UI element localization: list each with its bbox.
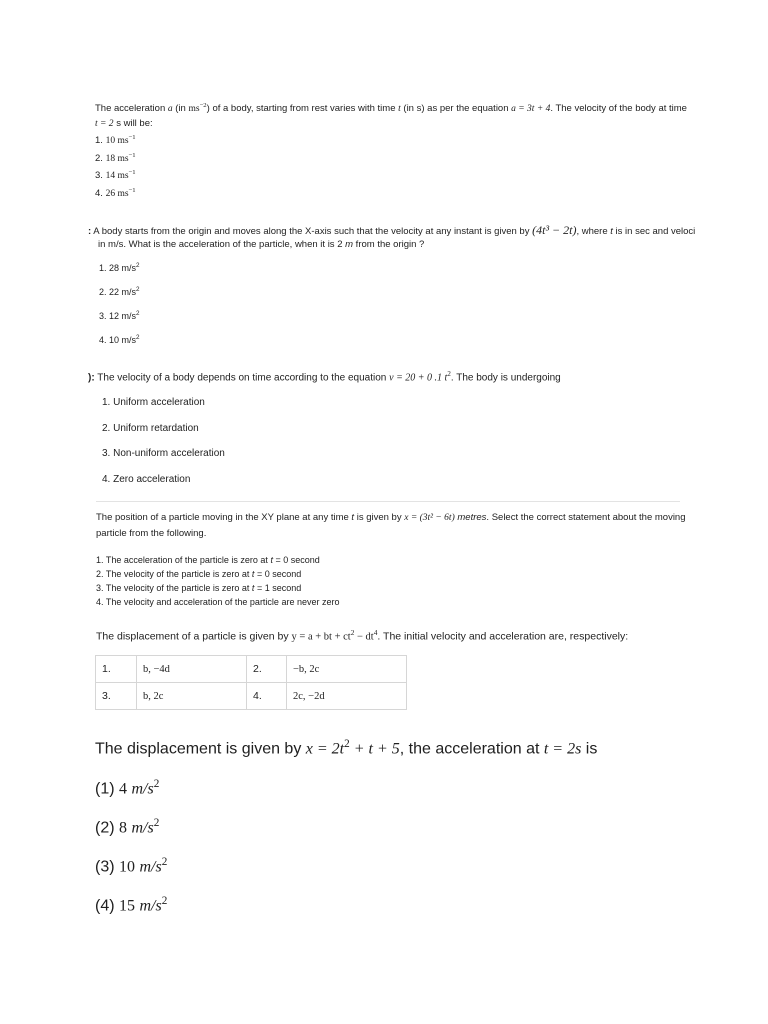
text-fragment: ) of a body, starting from rest varies with time — [206, 103, 399, 115]
text-fragment: 3. — [96, 683, 137, 710]
question-2-stem — [88, 222, 696, 238]
text-fragment: x = (3t² − 6t) — [404, 513, 455, 523]
text-fragment: The displacement is given by — [95, 740, 306, 758]
text-fragment: 3. — [95, 170, 106, 182]
text-fragment: 2. — [95, 152, 106, 164]
text-fragment: t — [251, 583, 255, 593]
text-fragment: 4 — [119, 780, 127, 798]
text-fragment: −2 — [199, 102, 207, 109]
text-fragment: 2 — [153, 778, 160, 790]
question-1-stem — [95, 99, 685, 117]
text-fragment: = 1 second — [254, 583, 302, 593]
text-fragment: y = a + bt + ct — [291, 631, 351, 643]
question-3-option-4: 4. Zero acceleration — [102, 474, 191, 485]
text-fragment: ): — [88, 372, 95, 384]
text-fragment: 2 — [161, 856, 168, 868]
text-fragment: = 0 second — [254, 569, 302, 579]
question-6-stem — [95, 738, 715, 758]
text-fragment: + t + 5 — [349, 740, 400, 758]
text-fragment: (3) — [95, 858, 119, 876]
question-2-option-2 — [99, 286, 140, 297]
text-fragment: 3. 12 m/s — [99, 311, 137, 321]
text-fragment: 1. — [96, 656, 137, 683]
text-fragment: The position of a particle moving in the XY plane at any time — [96, 512, 352, 523]
question-3-option-3: 3. Non-uniform acceleration — [102, 448, 225, 459]
text-fragment: −1 — [128, 134, 136, 142]
text-fragment: 2 — [447, 370, 451, 378]
text-fragment: The displacement of a particle is given by — [96, 630, 292, 643]
table-row — [96, 683, 407, 710]
text-fragment: 10 ms — [105, 136, 129, 147]
text-fragment: 4. The velocity and acceleration of the particle are never zero — [96, 597, 340, 607]
text-fragment: 2 — [136, 286, 140, 293]
question-2-option-1 — [99, 262, 140, 273]
question-1 — [95, 99, 685, 202]
question-4-stem — [96, 510, 686, 526]
question-1-option-2 — [95, 149, 685, 167]
text-fragment: 8 — [119, 819, 127, 837]
question-5 — [96, 628, 696, 713]
text-fragment: 4 — [373, 628, 378, 637]
text-fragment: metres — [454, 512, 487, 523]
text-fragment: . The initial velocity and acceleration are, respectively: — [377, 630, 629, 643]
text-fragment: (2) — [95, 819, 119, 837]
question-6-option-4 — [95, 895, 167, 915]
text-fragment: 18 ms — [105, 153, 129, 164]
text-fragment: . The velocity of the body at time — [550, 103, 687, 115]
section-divider — [96, 501, 680, 502]
text-fragment: −1 — [128, 151, 136, 159]
question-3-option-1: 1. Uniform acceleration — [102, 397, 205, 408]
text-fragment: m/s — [131, 819, 154, 837]
text-fragment: −b, 2c — [287, 656, 407, 683]
text-fragment: is given by — [354, 512, 405, 523]
question-4-option-3 — [96, 581, 339, 595]
question-2-stem-line2 — [88, 238, 680, 252]
question-4-option-1 — [96, 553, 339, 567]
question-3-stem — [88, 370, 688, 383]
text-fragment: s will be: — [113, 117, 153, 129]
text-fragment: 26 ms — [105, 189, 129, 200]
text-fragment: , where — [576, 226, 611, 237]
text-fragment: 2 — [161, 895, 168, 907]
text-fragment: 4. — [247, 683, 287, 710]
text-fragment: t — [270, 555, 273, 565]
question-2 — [88, 222, 696, 352]
text-fragment: a = 3t + 4 — [511, 104, 551, 115]
text-fragment: 2. 22 m/s — [99, 287, 137, 297]
question-1-option-1 — [95, 131, 685, 149]
text-fragment: m/s — [131, 780, 154, 798]
text-fragment: t = 2 — [95, 118, 114, 129]
text-fragment: t — [610, 226, 613, 237]
question-1-stem-line2 — [95, 117, 685, 132]
text-fragment: 2 — [136, 334, 140, 341]
text-fragment: The acceleration — [95, 103, 168, 115]
question-5-options-table — [95, 655, 407, 710]
question-6-option-2 — [95, 817, 159, 837]
question-4-options — [96, 553, 339, 609]
text-fragment: 1. — [95, 135, 106, 147]
question-1-option-4 — [95, 184, 685, 202]
text-fragment: 4. — [95, 188, 106, 200]
text-fragment: , the acceleration at — [399, 740, 544, 758]
text-fragment: 10 — [119, 858, 135, 876]
question-3 — [88, 370, 688, 488]
text-fragment: 2 — [136, 310, 140, 317]
text-fragment: : — [88, 226, 92, 237]
question-6-option-3 — [95, 856, 167, 876]
question-4-stem-line2: particle from the following. — [96, 528, 207, 539]
text-fragment: −1 — [128, 187, 136, 195]
question-4-option-4 — [96, 595, 339, 609]
text-fragment: (in s) as per the equation — [400, 103, 512, 115]
text-fragment: A body starts from the origin and moves along the X-axis such that the velocity at any instant is given by — [91, 226, 533, 237]
question-4-option-2 — [96, 567, 339, 581]
text-fragment: (4) — [95, 897, 119, 915]
text-fragment: is in sec and veloci — [612, 226, 696, 237]
text-fragment: v = 20 + 0 .1 t — [389, 372, 448, 384]
text-fragment: t — [251, 569, 255, 579]
text-fragment: x = 2t — [305, 740, 345, 758]
question-3-option-2: 2. Uniform retardation — [102, 423, 199, 434]
question-2-option-4 — [99, 334, 140, 345]
text-fragment: 2. — [247, 656, 287, 683]
table-row — [96, 656, 407, 683]
text-fragment: 2 — [344, 738, 350, 750]
text-fragment: − dt — [354, 631, 374, 643]
text-fragment: t — [351, 512, 355, 523]
question-2-option-3 — [99, 310, 140, 321]
text-fragment: m/s — [139, 858, 162, 876]
text-fragment: b, −4d — [137, 656, 247, 683]
text-fragment: (in — [172, 103, 189, 115]
text-fragment: t = 2s — [543, 740, 582, 758]
text-fragment: 2 — [153, 817, 160, 829]
text-fragment: m/s — [139, 897, 162, 915]
question-6 — [95, 738, 715, 918]
text-fragment: 2 — [136, 262, 140, 269]
question-6-option-1 — [95, 778, 159, 798]
text-fragment: (1) — [95, 780, 119, 798]
text-fragment: is — [581, 740, 598, 758]
text-fragment: 4. 10 m/s — [99, 335, 137, 345]
text-fragment: −1 — [128, 169, 136, 177]
text-fragment: 2 — [350, 628, 355, 637]
text-fragment: 1. 28 m/s — [99, 263, 137, 273]
text-fragment: 3. The velocity of the particle is zero at — [96, 583, 252, 593]
text-fragment: b, 2c — [137, 683, 247, 710]
text-fragment: 14 ms — [105, 171, 129, 182]
text-fragment: 15 — [119, 897, 135, 915]
text-fragment: a — [167, 104, 173, 115]
text-fragment: in m/s. What is the acceleration of the particle, when it is 2 — [98, 239, 346, 250]
text-fragment: . Select the correct statement about the moving — [486, 512, 686, 523]
text-fragment: The velocity of a body depends on time according to the equation — [94, 372, 390, 384]
text-fragment: m — [345, 239, 354, 250]
text-fragment: from the origin ? — [353, 239, 425, 250]
text-fragment: . The body is undergoing — [450, 372, 561, 384]
question-4 — [96, 510, 686, 610]
text-fragment: t — [398, 104, 401, 115]
question-5-stem — [96, 628, 696, 643]
text-fragment: ms — [188, 104, 200, 115]
text-fragment: 2c, −2d — [287, 683, 407, 710]
text-fragment: = 0 second — [272, 555, 320, 565]
text-fragment: 1. The acceleration of the particle is zero at — [96, 555, 271, 565]
text-fragment: 2. The velocity of the particle is zero at — [96, 569, 252, 579]
text-fragment: (4t³ − 2t) — [532, 223, 577, 237]
question-1-option-3 — [95, 166, 685, 184]
